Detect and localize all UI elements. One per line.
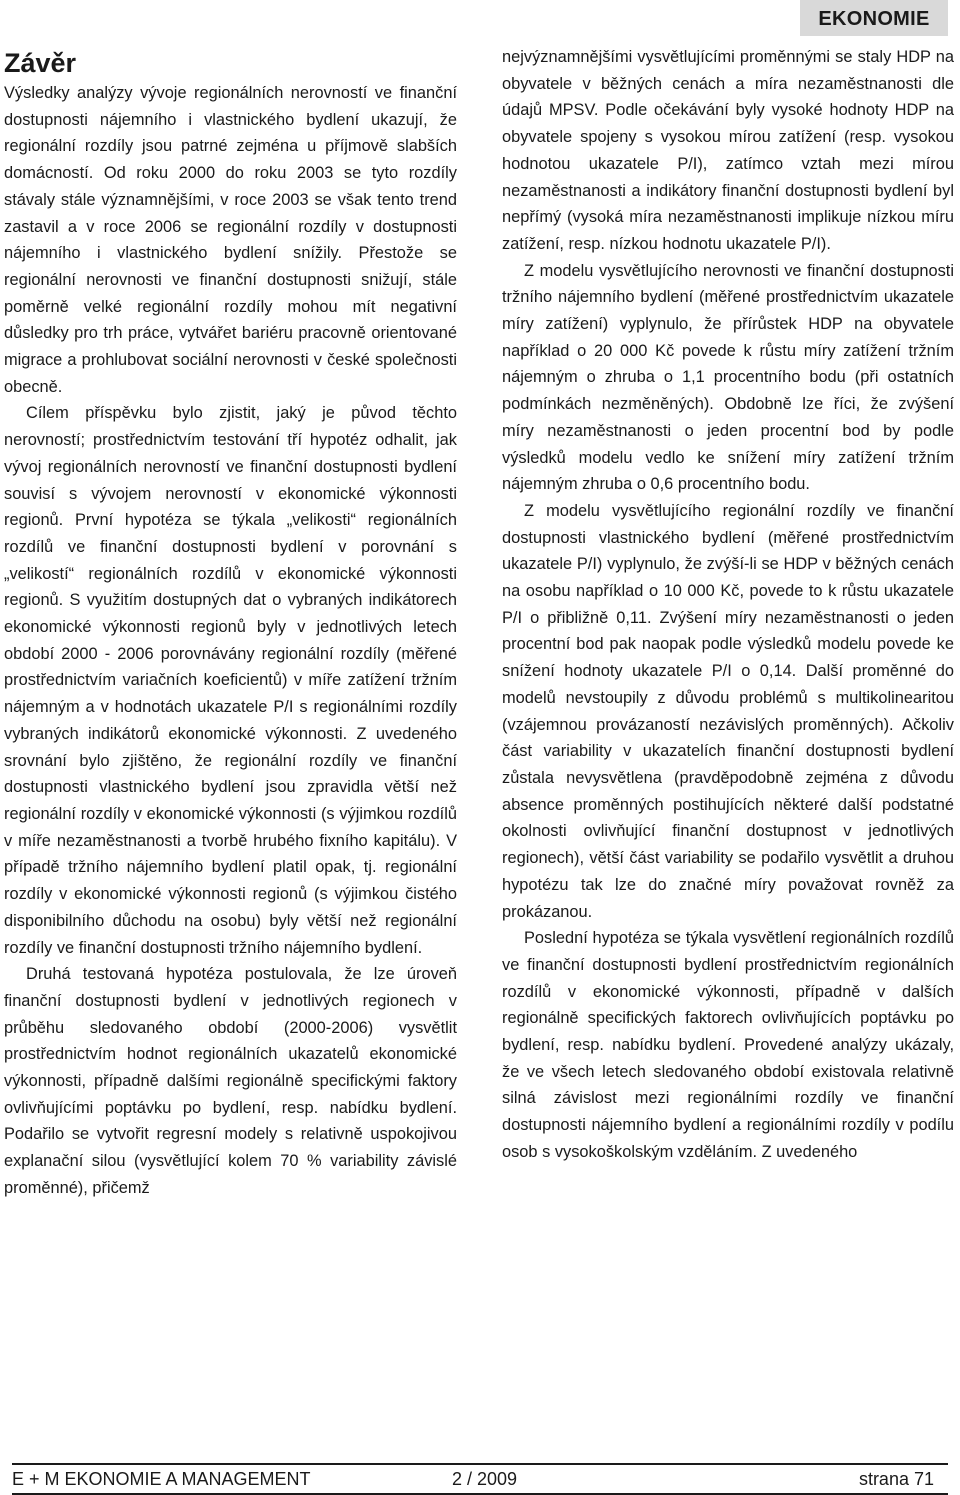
paragraph: Poslední hypotéza se týkala vysvětlení regionálních rozdílů ve finanční dostupnosti bydlení prostřednictvím regionálních rozdílů v ekonomické výkonnosti, případně v dalších regionálně specifických faktorech ovlivňujících poptávku po bydlení, resp. nabídku bydlení. Provedené analýzy ukázaly, že ve všech letech sledovaného období existovala relativně silná závislost mezi regionálními rozdíly ve finanční dostupnosti nájemního bydlení a regionálními rozdíly v podílu osob s vysokoškolským vzděláním. Z uvedeného [502,929,954,1161]
journal-name: E + M EKONOMIE A MANAGEMENT [12,1469,311,1489]
issue-number: 2 / 2009 [452,1469,518,1489]
paragraph: nejvýznamnějšími vysvětlujícími proměnnými se staly HDP na obyvatele v běžných cenách a míra nezaměstnanosti dle údajů MPSV. Podle očekávání byly vysoké hodnoty HDP na obyvatele spojeny s vysokou mírou zatížení (resp. vysokou hodnotou ukazatele P/I), zatímco vztah mezi mírou nezaměstnanosti a indikátory finanční dostupnosti bydlení byl nepřímý (vysoká míra nezaměstnanosti implikuje nízkou míru zatížení, resp. nízkou hodnotu ukazatele P/I). [502,48,954,253]
page-footer [12,1463,948,1495]
paragraph: Cílem příspěvku bylo zjistit, jaký je původ těchto nerovností; prostřednictvím testování tří hypotéz odhalit, jak vývoj regionálních nerovností ve finanční dostupnosti bydlení souvisí s vývojem nerovností v ekonomické výkonnosti regionů. První hypotéza se týkala „velikosti“ regionálních rozdílů ve finanční dostupnosti bydlení v porovnání s „velikostí“ regionálních rozdílů v ekonomické výkonnosti regionů. S využitím dostupných dat o vybraných indikátorech ekonomické výkonnosti regionů byly v jednotlivých letech období 2000 - 2006 porovnávány regionální rozdíly (měřené prostřednictvím variačních koeficientů) v míře zatížení tržním nájemným a v hodnotách ukazatele P/I s regionálními rozdíly vybraných indikátorů ekonomické výkonnosti. Z uvedeného srovnání bylo zjištěno, že regionální rozdíly ve finanční dostupnosti vlastnického bydlení jsou zpravidla větší než regionální rozdíly v ekonomické výkonnosti (s výjimkou rozdílů v míře nezaměstnanosti a tvorbě hrubého fixního kapitálu). V případě tržního nájemního bydlení platil opak, tj. regionální rozdíly v ekonomické výkonnosti regionů (s výjimkou čistého disponibilního důchodu na osobu) byly větší než regionální rozdíly ve finanční dostupnosti tržního nájemního bydlení. [4,404,457,957]
paragraph: Z modelu vysvětlujícího nerovnosti ve finanční dostupnosti tržního nájemního bydlení (měřené prostřednictvím ukazatele míry zatížení) vyplynulo, že přírůstek HDP na obyvatele například o 20 000 Kč povede k růstu míry zatížení tržním nájemným o zhruba o 1,1 procentního bodu (při ostatních podmínkách nezměněných). Obdobně lze říci, že zvýšení míry nezaměstnanosti o jeden procentní bod by podle výsledků modelu vedlo ke snížení míry zatížení tržním nájemným zhruba o 0,6 procentního bodu. [502,261,954,494]
left-column [4,44,457,1444]
page-number: strana 71 [858,1469,934,1489]
paragraph: Z modelu vysvětlujícího regionální rozdíly ve finanční dostupnosti vlastnického bydlení (měřené prostřednictvím ukazatele P/I) vyplynulo, že zvýší-li se HDP v běžných cenách na osobu například o 10 000 Kč, povede to k růstu ukazatele P/I o přibližně 0,11. Zvýšení míry nezaměstnanosti o jeden procentní bod pak naopak podle výsledků modelu povede ke snížení hodnoty ukazatele P/I o 0,14. Další proměnné do modelů nevstoupily z důvodu problémů s multikolinearitou (vzájemnou provázaností nezávislých proměnných). Ačkoliv část variability v ukazatelích finanční dostupnosti bydlení zůstala nevysvětlena (pravděpodobně zejména z důvodu absence proměnných postihujících některé další podstatné okolnosti ovlivňující finanční dostupnost v jednotlivých regionech), větší část variability se podařilo vysvětlit a druhou hypotézu tak lze do značné míry považovat rovněž za prokázanou. [502,501,954,921]
paragraph: Druhá testovaná hypotéza postulovala, že lze úroveň finanční dostupnosti bydlení v jednotlivých regionech v průběhu sledovaného období (2000-2006) vysvětlit prostřednictvím hodnot regionálních ukazatelů ekonomické výkonnosti, případně dalšími regionálně specifickými faktory ovlivňujícími poptávku po bydlení, resp. nabídku bydlení. Podařilo se vytvořit regresní modely s relativně uspokojivou explanační silou (vysvětlující kolem 70 % variability závislé proměnné), přičemž [4,965,457,1197]
right-column [502,44,954,1444]
paragraph: Výsledky analýzy vývoje regionálních nerovností ve finanční dostupnosti nájemního i vlastnického bydlení ukazují, že regionální rozdíly jsou patrné zejména u příjmově slabších domácností. Od roku 2000 do roku 2003 se tyto rozdíly stávaly stále významnějšími, v roce 2003 se však tento trend zastavil a v roce 2006 se regionální rozdíly v dostupnosti nájemního i vlastnického bydlení snížily. Přestože se regionální nerovnosti ve finanční dostupnosti snižují, stále poměrně velké regionální rozdíly mohou mít negativní důsledky pro trh práce, vytvářet bariéru pracovně orientované migrace a prohlubovat sociální nerovnosti v české společnosti obecně. [4,84,457,396]
section-tab: EKONOMIE [800,0,948,36]
section-heading: Závěr [4,48,77,78]
